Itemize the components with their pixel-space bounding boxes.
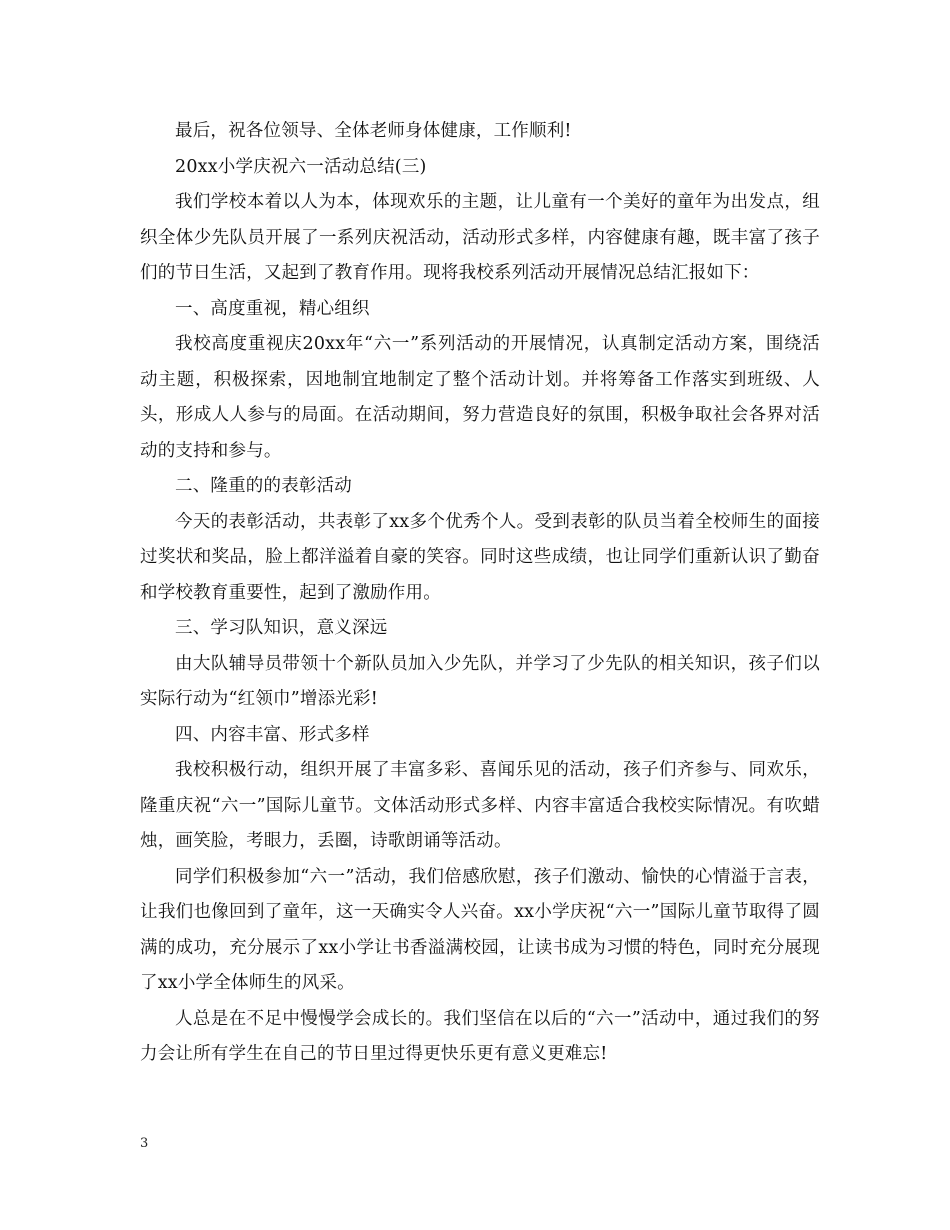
section-title: 20xx小学庆祝六一活动总结(三) xyxy=(175,156,427,177)
heading-one: 一、高度重视，精心组织 xyxy=(175,298,370,319)
conclusion-paragraph: 人总是在不足中慢慢学会成长的。我们坚信在以后的“六一”活动中，通过我们的努力会让所有学生在自己的节日里过得更快乐更有意义更难忘! xyxy=(140,1008,820,1064)
heading-three: 三、学习队知识，意义深远 xyxy=(175,618,388,638)
section-two-paragraph: 今天的表彰活动，共表彰了xx多个优秀个人。受到表彰的队员当着全校师生的面接过奖状和奖品，脸上都洋溢着自豪的笑容。同时这些成绩，也让同学们重新认识了勤奋和学校教育重要性，起到了激励作用。 xyxy=(140,511,820,603)
intro-paragraph: 我们学校本着以人为本，体现欢乐的主题，让儿童有一个美好的童年为出发点，组织全体少先队员开展了一系列庆祝活动，活动形式多样，内容健康有趣，既丰富了孩子们的节日生活，又起到了教育作用。现将我校系列活动开展情况总结汇报如下： xyxy=(140,192,820,283)
heading-four: 四、内容丰富、形式多样 xyxy=(175,724,370,745)
section-three-paragraph: 由大队辅导员带领十个新队员加入少先队，并学习了少先队的相关知识，孩子们以实际行动为“红领巾”增添光彩! xyxy=(140,653,820,709)
closing-wishes-paragraph: 最后，祝各位领导、全体老师身体健康，工作顺利! xyxy=(175,121,572,141)
page-number: 3 xyxy=(140,1136,149,1151)
section-one-paragraph: 我校高度重视庆20xx年“六一”系列活动的开展情况，认真制定活动方案，围绕活动主题，积极探索，因地制宜地制定了整个活动计划。并将筹备工作落实到班级、人头，形成人人参与的局面。在活动期间，努力营造良好的氛围，积极争取社会各界对活动的支持和参与。 xyxy=(140,334,820,461)
document-body xyxy=(140,114,820,1073)
summary-paragraph: 同学们积极参加“六一”活动，我们倍感欣慰，孩子们激动、愉快的心情溢于言表，让我们也像回到了童年，这一天确实令人兴奋。xx小学庆祝“六一”国际儿童节取得了圆满的成功，充分展示了xx小学让书香溢满校园，让读书成为习惯的特色，同时充分展现了xx小学全体师生的风采。 xyxy=(140,866,820,993)
section-four-paragraph: 我校积极行动，组织开展了丰富多彩、喜闻乐见的活动，孩子们齐参与、同欢乐，隆重庆祝“六一”国际儿童节。文体活动形式多样、内容丰富适合我校实际情况。有吹蜡烛，画笑脸，考眼力，丢圈，诗歌朗诵等活动。 xyxy=(140,760,820,851)
heading-two: 二、隆重的的表彰活动 xyxy=(175,476,352,496)
